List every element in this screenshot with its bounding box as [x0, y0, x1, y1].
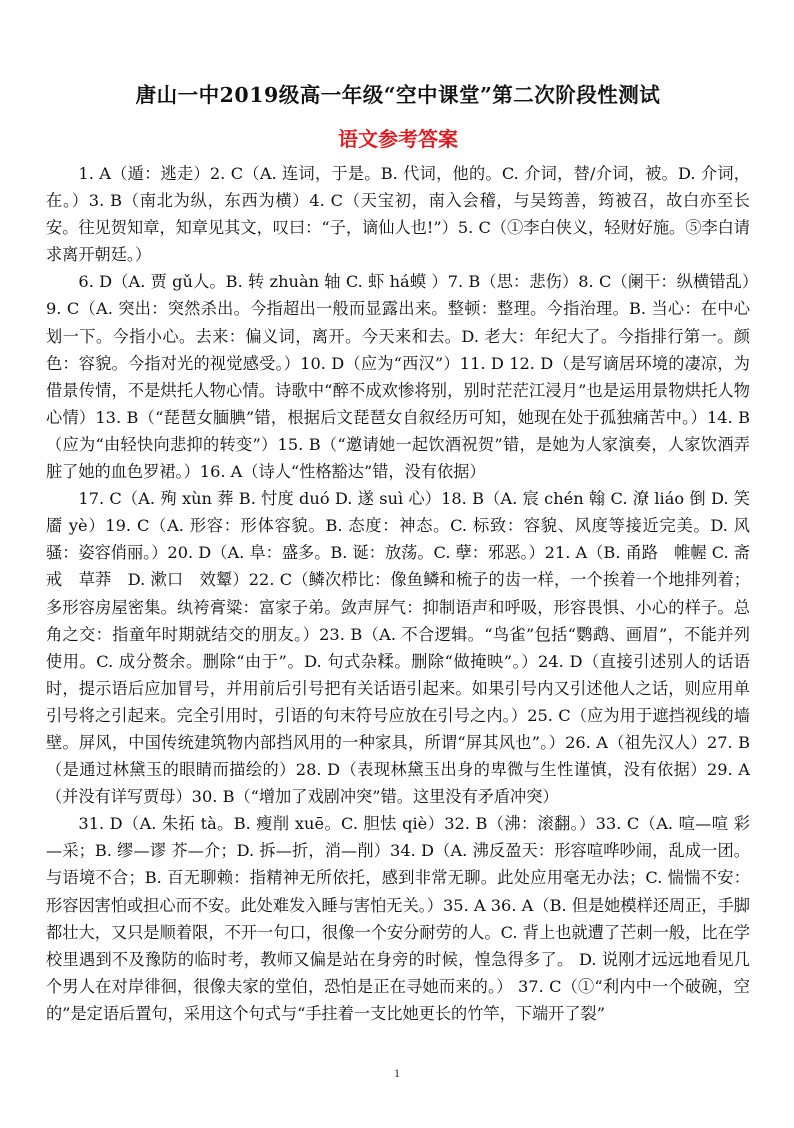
- answer-body: [46, 160, 750, 1027]
- document-title: 唐山一中2019级高一年级“空中课堂”第二次阶段性测试: [135, 83, 661, 107]
- page-number: 1: [394, 1066, 400, 1080]
- answer-paragraph: 31. D（A. 朱拓 tà。B. 瘦削 xuē。C. 胆怯 qiè）32. B（沸：滚翻。）33. C（A. 喧—喧 彩—采；B. 缪—谬 芥—介；D. 拆—折，消—削）34. D（A. 沸反盈天：形容喧哗吵闹，乱成一团。与语境不合；B. 百无聊赖：指精神无所依托，感到非常无聊。此处应用毫无办法；C. 惴惴不安：形容因害怕或担心而不安。此处难发入睡与害怕无关。）35. A 36. A（B. 但是她模样还周正，手脚都壮大，又只是顺着限，不开一句口，很像一个安分耐劳的人。C. 背上也就遭了芒刺一般，比在学校里遇到不及豫防的临时考，教师又偏是站在身旁的时候，惶急得多了。 D. 说刚才远远地看见几个男人在对岸徘徊，很像夫家的堂伯，恐怕是正在寻她而来的。） 37. C（①“利内中一个破碗，空的”是定语后置句，采用这个句式与“手拄着一支比她更长的竹竿，下端开了裂”: [46, 814, 750, 1023]
- answer-paragraph: 1. A（遁：逃走）2. C（A. 连词，于是。B. 代词，他的。C. 介词，替/介词，被。D. 介词，在。）3. B（南北为纵，东西为横）4. C（天宝初，南入会稽，与吴筠善，筠被召，故白亦至长安。往见贺知章，知章见其文，叹曰：“子，谪仙人也!”）5. C（①李白侠义，轻财好施。⑤李白请求离开朝廷。）: [46, 164, 750, 265]
- document-subtitle: 语文参考答案: [338, 127, 458, 151]
- answer-paragraph: 17. C（A. 殉 xùn 葬 B. 忖度 duó D. 遂 suì 心）18. B（A. 宸 chén 翰 C. 潦 liáo 倒 D. 笑靥 yè）19. C（A. 形容：形体容貌。B. 态度：神态。C. 标致：容貌、风度等接近完美。D. 风骚：姿容俏丽。）20. D（A. 阜：盛多。B. 诞：放荡。C. 孽：邪恶。）21. A（B. 甬路 帷幄 C. 斋戒 草莽 D. 漱口 效颦）22. C（鳞次栉比：像鱼鳞和梳子的齿一样，一个挨着一个地排列着；多形容房屋密集。纨袴膏粱：富家子弟。敛声屏气：抑制语声和呼吸，形容畏惧、小心的样子。总角之交：指童年时期就结交的朋友。）23. B（A. 不合逻辑。“鸟雀”包括“鹦鹉、画眉”，不能并列使用。C. 成分赘余。删除“由于”。D. 句式杂糅。删除“做掩映”。）24. D（直接引述别人的话语时，提示语后应加冒号，并用前后引号把有关话语引起来。如果引号内又引述他人之话，则应用单引号将之引起来。完全引用时，引语的句末符号应放在引号之内。）25. C（应为用于遮挡视线的墙壁。屏风，中国传统建筑物内部挡风用的一种家具，所谓“屏其风也”。）26. A（祖先汉人）27. B（是通过林黛玉的眼睛而描绘的）28. D（表现林黛玉出身的卑微与生性谨慎，没有依据）29. A（并没有详写贾母）30. B（“增加了戏剧冲突”错。这里没有矛盾冲突）: [46, 489, 750, 807]
- answer-paragraph: 6. D（A. 贾 gǔ人。B. 转 zhuàn 轴 C. 虾 há蟆 ）7. B（思：悲伤）8. C（阑干：纵横错乱）9. C（A. 突出：突然杀出。今指超出一般而显露出来。整顿：整理。今指治理。B. 当心：在中心划一下。今指小心。去来：偏义词，离开。今天来和去。D. 老大：年纪大了。今指排行第一。颜色：容貌。今指对光的视觉感受。）10. D（应为“西汉”）11. D 12. D（是写谪居环境的凄凉，为借景传情，不是烘托人物心情。诗歌中“醉不成欢惨将别，别时茫茫江浸月”也是运用景物烘托人物心情）13. B（“琵琶女腼腆”错，根据后文琵琶女自叙经历可知，她现在处于孤独痛苦中。）14. B（应为“由轻快向悲抑的转变”）15. B（“邀请她一起饮酒祝贺”错，是她为人家演奏，人家饮酒弄脏了她的血色罗裙。）16. A（诗人“性格豁达”错，没有依据）: [46, 272, 750, 482]
